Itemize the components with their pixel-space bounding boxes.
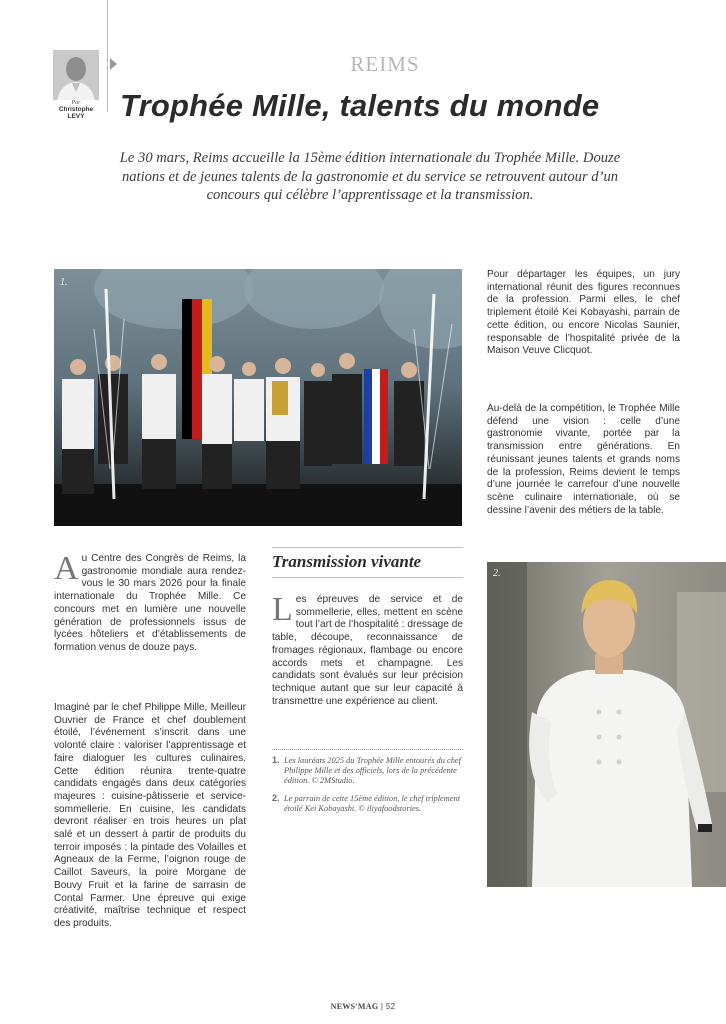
author-arrow-icon xyxy=(110,58,117,70)
page-number: 52 xyxy=(385,1002,396,1011)
author-by-label: Par xyxy=(71,100,81,106)
caption-1-number: 1. xyxy=(272,755,280,765)
section-kicker: REIMS xyxy=(350,52,420,76)
dropcap-a: A xyxy=(54,550,79,587)
author-last-name: LEVY xyxy=(67,113,85,120)
section-paragraph xyxy=(272,591,463,708)
caption-2-text: Le parrain de cette 15ème édition, le chef triplement étoilé Kei Kobayashi. © iliyafoodstories. xyxy=(284,794,461,813)
left-paragraph-2: Imaginé par le chef Philippe Mille, Meilleur Ouvrier de France et chef doublement étoilé, l’événement s’inscrit dans une volonté claire : valoriser l’apprentissage et faire dialoguer les cultures culinaires. Cette édition réunira trente-quatre candidats engagés dans deux catégories majeures : cuisine-pâtisserie et service-sommellerie. En cuisine, les candidats devront réaliser en trois heures un plat salé et un dessert à partir de produits du terroir imposés : la pintade des Volailles et Agneaux de la Ferme, l’oignon rouge de Caillot Saveurs, la poire Morgane de Bouvy Fruit et la farine de sarrasin de Contal Farmer. Une épreuve qui exige créativité, maîtrise technique et respect des produits. xyxy=(54,702,246,929)
author-first-name: Christophe xyxy=(58,106,94,113)
author-portrait xyxy=(53,50,99,100)
section-paragraph-text: es épreuves de service et de sommellerie, elles, mettent en scène tout l’art de l’hospitalité : dressage de table, découpe, reconnaissance de fromages régionaux, flambage ou encore accords mets et champagne. Les candidats sont évalués sur leur précision technique autant que sur leur capacité à transmettre une expérience au client. xyxy=(272,594,463,707)
magazine-name: NEWS'MAG xyxy=(330,1002,379,1011)
right-paragraph-1: Pour départager les équipes, un jury international réunit des figures reconnues de la profession. Parmi elles, le chef triplement étoilé Kei Kobayashi, parrain de cette édition, ou encore Nicolas Saunier, responsable de l’hospitalité privée de la Maison Veuve Clicquot. xyxy=(487,269,680,357)
left-paragraph-1 xyxy=(54,550,246,655)
photo-2-number: 2. xyxy=(493,568,501,579)
section-rule-top xyxy=(272,547,463,548)
photo-1-number: 1. xyxy=(60,277,68,288)
chef-portrait-photo xyxy=(487,562,726,887)
left-paragraph-1-text: u Centre des Congrès de Reims, la gastronomie mondiale aura rendez-vous le 30 mars 2026 pour la finale internationale du Trophée Mille. Ce concours met en lumière une nouvelle génération de professionnels issus de lycées hôteliers et d’établissements de formation venus de douze pays. xyxy=(54,553,246,653)
caption-2-number: 2. xyxy=(272,793,280,803)
right-paragraph-2: Au-delà de la compétition, le Trophée Mille défend une vision : celle d’une gastronomie vivante, portée par la transmission entre générations. En réunissant jeunes talents et grands noms de la profession, Reims devient le temps d’une journée le carrefour d’une nouvelle scène culinaire internationale, où se dessine l’avenir des métiers de la table. xyxy=(487,403,680,516)
author-divider xyxy=(107,0,108,112)
caption-1 xyxy=(272,756,463,785)
caption-2 xyxy=(272,794,463,814)
article-lede: Le 30 mars, Reims accueille la 15ème édition internationale du Trophée Mille. Douze nations et de jeunes talents de la gastronomie et du service se retrouvent autour d’un concours qui célèbre l’apprentissage et la transmission. xyxy=(119,150,621,203)
article-title: Trophée Mille, talents du monde xyxy=(120,88,600,123)
caption-divider xyxy=(272,749,463,750)
section-rule-bottom xyxy=(272,577,463,578)
caption-1-text: Les lauréats 2025 du Trophée Mille entourés du chef Philippe Mille et des officiels, lors de la précédente édition. © 2MStudio. xyxy=(284,756,461,785)
section-title: Transmission vivante xyxy=(272,552,422,571)
ceremony-photo xyxy=(54,269,462,526)
author-name xyxy=(46,106,106,120)
dropcap-l: L xyxy=(272,591,293,628)
page-footer xyxy=(300,1002,426,1011)
footer-separator: | xyxy=(380,1002,384,1011)
